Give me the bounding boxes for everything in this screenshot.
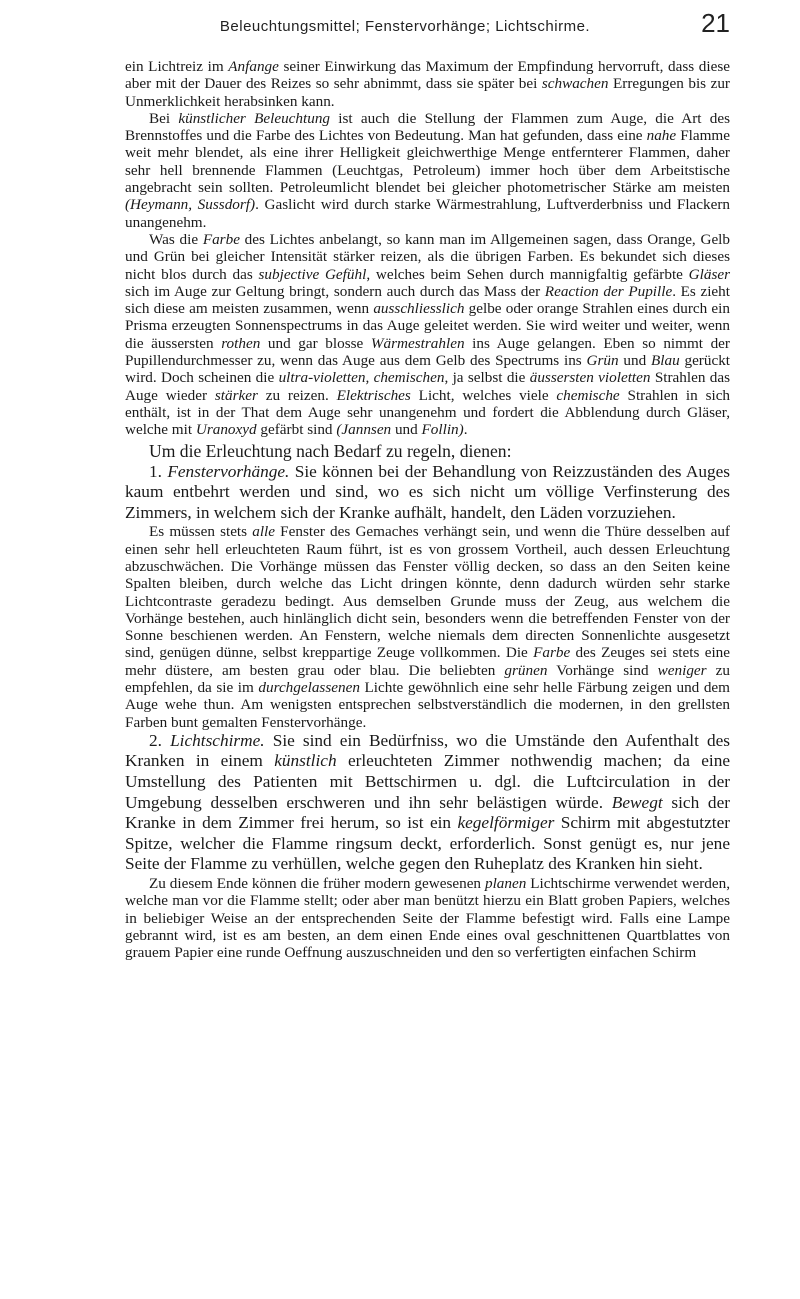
body-text: [125, 58, 730, 962]
section-intro: Um die Erleuchtung nach Bedarf zu regeln, dienen:: [149, 440, 512, 461]
paragraph-6: Es müssen stets alle Fenster des Gemaches verhängt sein, und wenn die Thüre desselben auf einen sehr hell erleuchteten Raum führt, ist es von grossem Vortheil, auch dessen Erleuchtung abzuschwächen. Die Vorhänge müssen das Fenster völlig decken, so dass an den Seiten keine Spalten bleiben, durch welche das Licht dringen könnte, denn dadurch würden sehr starke Lichtcontraste geradezu bedingt. Aus demselben Grunde muss der Zeug, aus welchem die Vorhänge bestehen, auch hinlänglich dicht sein, besonders wenn die betreffenden Fenster von der Sonne beschienen werden. An Fenstern, welche niemals dem directen Sonnenlichte ausgesetzt sind, genügen dünne, selbst kreppartige Zeuge vollkommen. Die Farbe des Zeuges sei stets eine mehr düstere, am besten grau oder blau. Die beliebten grünen Vorhänge sind weniger zu empfehlen, da sie im durchgelassenen Lichte gewöhnlich eine sehr helle Färbung zeigen und dem Auge wehe thun. Am wenigsten entsprechen selbstverständlich die modernen, in den grellsten Farben bunt gemalten Fenstervorhänge.: [125, 523, 730, 731]
paragraph-8: Zu diesem Ende können die früher modern gewesenen planen Lichtschirme verwendet werden, welche man vor die Flamme stellt; oder aber man benützt hierzu ein Blatt groben Papiers, welches in beliebiger Weise an der entsprechenden Seite der Flamme befestigt wird. Falls eine Lampe gebrannt wird, ist es am besten, an dem einen Ende eines oval geschnittenen Quartblattes von grauem Papier eine runde Oeffnung auszuschneiden und den so verfertigten einfachen Schirm: [125, 875, 730, 962]
paragraph-1: ein Lichtreiz im Anfange seiner Einwirkung das Maximum der Empfindung hervorruft, dass diese aber mit der Dauer des Reizes so sehr abnimmt, dass sie später bei schwachen Erregungen bis zur Unmerklichkeit herabsinken kann.: [125, 58, 731, 110]
paragraph-2: Bei künstlicher Beleuchtung ist auch die Stellung der Flammen zum Auge, die Art des Brennstoffes und die Farbe des Lichtes von Bedeutung. Man hat gefunden, dass eine nahe Flamme weit mehr blendet, als eine ihrer Helligkeit gleichwerthige Menge entfernterer Flammen, daher sehr hell brennende Flammen (Leuchtgas, Petroleum) immer hoch über dem Arbeitstische angebracht sein sollten. Petroleumlicht blendet bei gleicher photometrischer Stärke am meisten (Heymann, Sussdorf). Gaslicht wird durch starke Wärmestrahlung, Luftverderbniss und Flackern unangenehm.: [125, 109, 731, 231]
page-number: 21: [701, 8, 730, 38]
running-head: Beleuchtungsmittel; Fenstervorhänge; Lichtschirme.: [219, 18, 591, 35]
section-lichtschirme: 2. Lichtschirme. Sie sind ein Bedürfniss, wo die Umstände den Aufenthalt des Kranken in einem künstlich erleuchteten Zimmer nothwendig machen; da eine Umstellung des Patienten mit Bettschirmen u. dgl. die Luftcirculation in der Umgebung desselben erschweren und ihn sehr belästigen würde. Bewegt sich der Kranke in dem Zimmer frei herum, so ist ein kegelförmiger Schirm mit abgestutzter Spitze, welcher die Flamme ringsum deckt, erforderlich. Sonst genügt es, nur jene Seite der Flamme zu verhüllen, welche gegen den Ruheplatz des Kranken hin sieht.: [125, 730, 731, 874]
section-fenstervorhaenge: 1. Fenstervorhänge. Sie können bei der Behandlung von Reizzuständen des Auges kaum entbehrt werden und sind, wo es sich nicht um völlige Verfinsterung des Zimmers, in welchem sich der Kranke aufhält, handelt, den Läden vorzuziehen.: [125, 461, 731, 522]
page-header: [120, 10, 730, 50]
paragraph-3: Was die Farbe des Lichtes anbelangt, so kann man im Allgemeinen sagen, dass Orange, Gelb und Grün bei gleicher Intensität stärker reizen, als die übrigen Farben. Es bekundet sich dieses nicht blos durch das subjective Gefühl, welches beim Sehen durch mannigfaltig gefärbte Gläser sich im Auge zur Geltung bringt, sondern auch durch das Mass der Reaction der Pupille. Es zieht sich diese am meisten zusammen, wenn ausschliesslich gelbe oder orange Strahlen eines durch ein Prisma erzeugten Sonnenspectrums in das Auge geleitet werden. Sie wird weiter und weiter, wenn die äussersten rothen und gar blosse Wärmestrahlen ins Auge gelangen. Eben so nimmt der Pupillendurchmesser zu, wenn das Auge aus dem Gelb des Spectrums ins Grün und Blau gerückt wird. Doch scheinen die ultra-violetten, chemischen, ja selbst die äussersten violetten Strahlen das Auge wieder stärker zu reizen. Elektrisches Licht, welches viele chemische Strahlen in sich enthält, ist in der That dem Auge sehr unangenehm und fordert die Abblendung durch Gläser, welche mit Uranoxyd gefärbt sind (Jannsen und Follin).: [125, 230, 731, 439]
